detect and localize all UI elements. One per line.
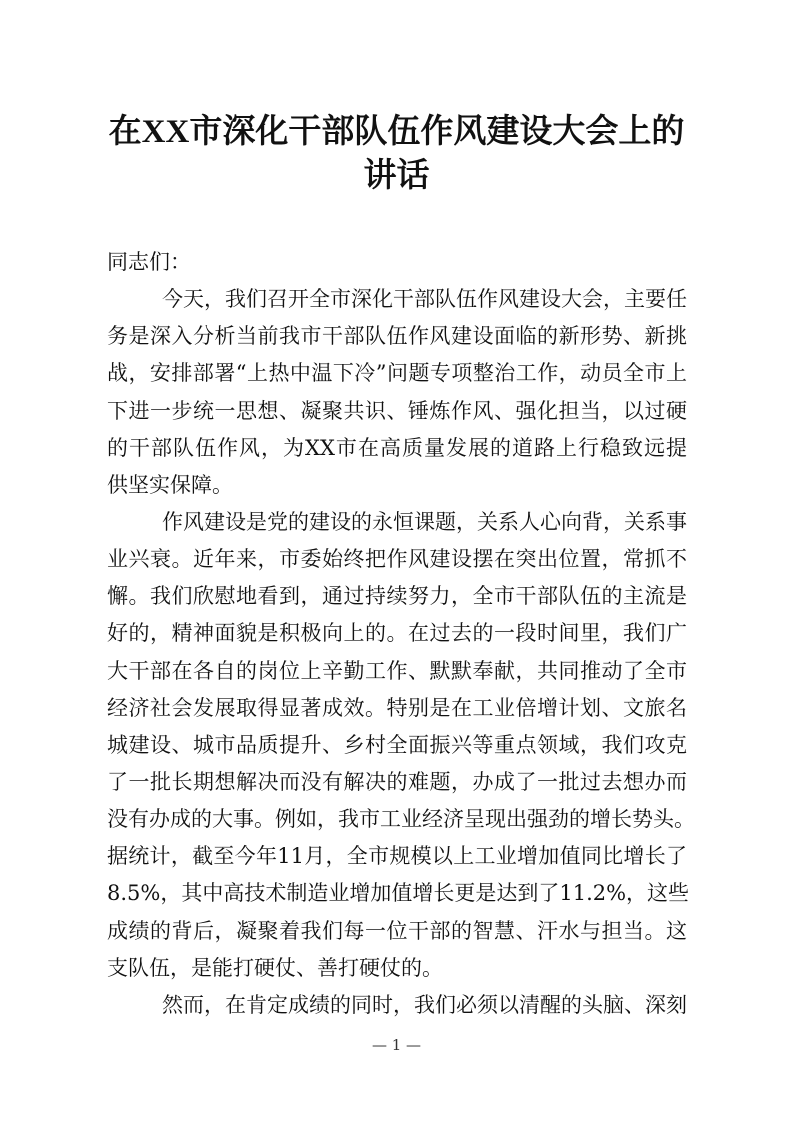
page-number: — 1 — <box>371 1036 422 1054</box>
text-line: 务是深入分析当前我市干部队伍作风建设面临的新形势、新挑 <box>107 324 687 349</box>
text-line: 了一批长期想解决而没有解决的难题，办成了一批过去想办而 <box>107 769 687 794</box>
text-line: 懈。我们欣慰地看到，通过持续努力，全市干部队伍的主流是 <box>107 584 687 609</box>
text-line: 成绩的背后，凝聚着我们每一位干部的智慧、汗水与担当。这 <box>107 918 687 943</box>
text-line: 经济社会发展取得显著成效。特别是在工业倍增计划、文旅名 <box>107 695 687 720</box>
text-line: 大干部在各自的岗位上辛勤工作、默默奉献，共同推动了全市 <box>107 658 687 683</box>
text-line: 据统计，截至今年11月，全市规模以上工业增加值同比增长了 <box>107 844 687 869</box>
title-line: 讲话 <box>363 158 430 194</box>
paragraph <box>107 504 695 987</box>
document-body <box>107 244 695 1024</box>
text-line: 作风建设是党的建设的永恒课题，关系人心向背，关系事 <box>162 509 687 534</box>
text-line: 今天，我们召开全市深化干部队伍作风建设大会，主要任 <box>162 287 687 312</box>
text-line: 支队伍，是能打硬仗、善打硬仗的。 <box>107 955 443 980</box>
text-line: 城建设、城市品质提升、乡村全面振兴等重点领域，我们攻克 <box>107 732 687 757</box>
document-title <box>80 110 713 198</box>
salutation: 同志们： <box>107 250 191 274</box>
title-line: 在XX市深化干部队伍作风建设大会上的 <box>108 114 685 150</box>
text-line: 下进一步统一思想、凝聚共识、锤炼作风、强化担当，以过硬 <box>107 398 687 423</box>
text-line: 没有办成的大事。例如，我市工业经济呈现出强劲的增长势头。 <box>107 807 695 832</box>
text-line: 战，安排部署“上热中温下冷”问题专项整治工作，动员全市上 <box>107 361 687 386</box>
paragraph <box>107 281 687 504</box>
text-line: 好的，精神面貌是积极向上的。在过去的一段时间里，我们广 <box>107 621 687 646</box>
paragraph <box>107 987 687 1024</box>
text-line: 然而，在肯定成绩的同时，我们必须以清醒的头脑、深刻 <box>162 992 687 1017</box>
text-line: 供坚实保障。 <box>107 472 233 497</box>
text-line: 8.5%，其中高技术制造业增加值增长更是达到了11.2%，这些 <box>107 881 690 906</box>
text-line: 的干部队伍作风，为XX市在高质量发展的道路上行稳致远提 <box>107 435 687 460</box>
text-line: 业兴衰。近年来，市委始终把作风建设摆在突出位置，常抓不 <box>107 547 687 572</box>
